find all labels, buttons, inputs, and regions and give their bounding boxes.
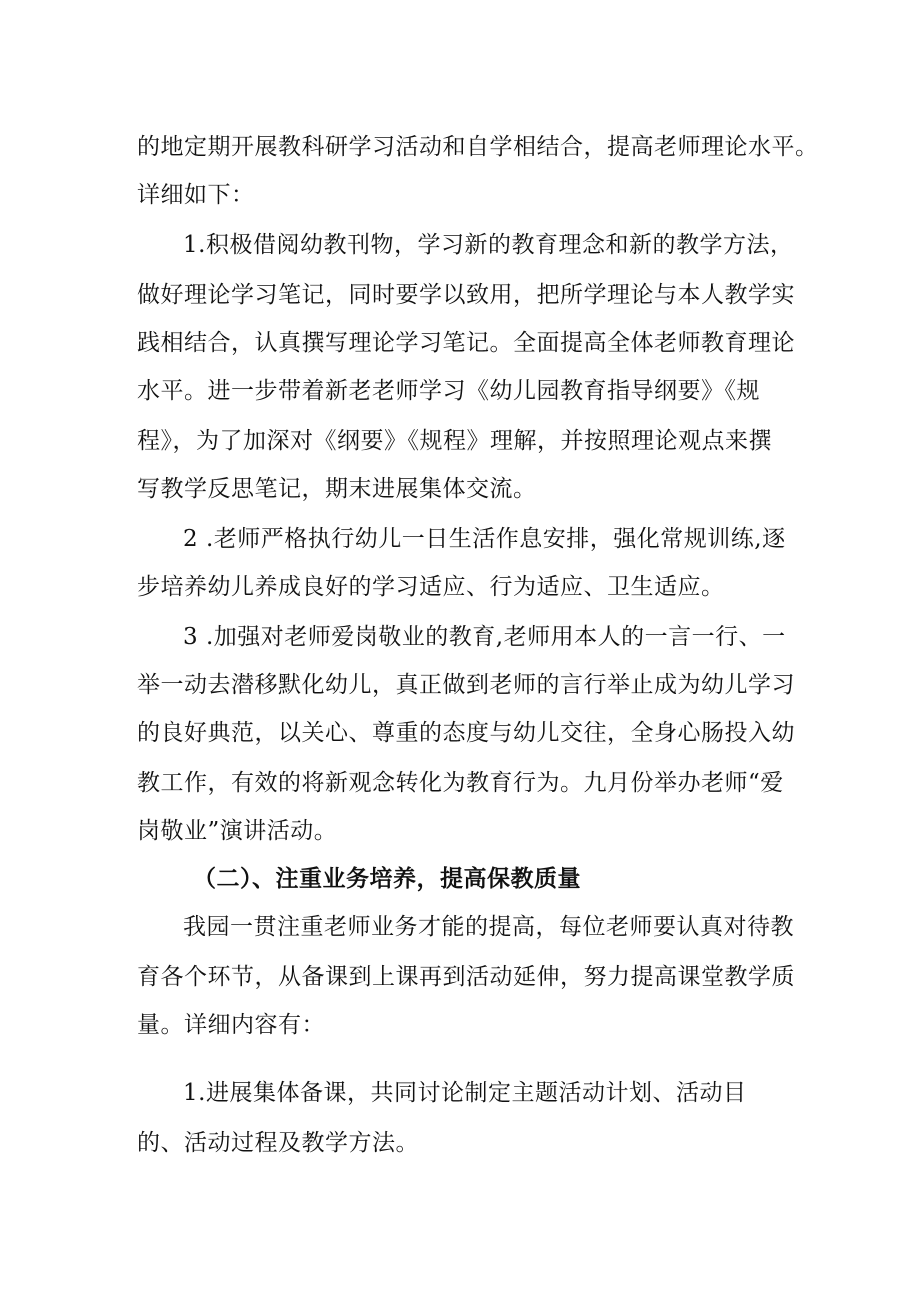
item3-line-1: 3 .加强对老师爱岗敬业的教育,老师用本人的一言一行、一 bbox=[183, 624, 786, 650]
section2-para-line-1: 我园一贯注重老师业务才能的提高，每位老师要认真对待教 bbox=[183, 914, 794, 940]
item4-line-2: 的、活动过程及教学方法。 bbox=[137, 1130, 419, 1156]
section2-para-line-2: 育各个环节，从备课到上课再到活动延伸，努力提高课堂教学质 bbox=[137, 964, 795, 990]
item3-line-3: 的良好典范，以关心、尊重的态度与幼儿交往，全身心肠投入幼 bbox=[137, 720, 795, 746]
intro-line-1: 的地定期开展教科研学习活动和自学相结合，提高老师理论水平。 bbox=[137, 134, 819, 160]
item1-line-3: 践相结合，认真撰写理论学习笔记。全面提高全体老师教育理论 bbox=[137, 330, 795, 356]
item4-line-1: 1.进展集体备课，共同讨论制定主题活动计划、活动目 bbox=[183, 1080, 747, 1106]
item3-line-4: 教工作，有效的将新观念转化为教育行为。九月份举办老师“爱 bbox=[137, 770, 784, 796]
item3-line-5: 岗敬业”演讲活动。 bbox=[137, 818, 338, 844]
item1-line-1: 1.积极借阅幼教刊物，学习新的教育理念和新的教学方法， bbox=[183, 232, 794, 258]
section2-para-line-3: 量。详细内容有： bbox=[137, 1012, 325, 1038]
intro-line-2: 详细如下： bbox=[137, 182, 255, 208]
item2-line-1: 2 .老师严格执行幼儿一日生活作息安排，强化常规训练,逐 bbox=[183, 526, 786, 552]
item1-line-5: 程》，为了加深对《纲要》《规程》理解，并按照理论观点来撰 bbox=[137, 428, 772, 454]
item1-line-2: 做好理论学习笔记，同时要学以致用，把所学理论与本人教学实 bbox=[137, 282, 795, 308]
item1-line-4: 水平。进一步带着新老老师学习《幼儿园教育指导纲要》《规 bbox=[137, 378, 760, 404]
item2-line-2: 步培养幼儿养成良好的学习适应、行为适应、卫生适应。 bbox=[137, 574, 725, 600]
item1-line-6: 写教学反思笔记，期末进展集体交流。 bbox=[137, 476, 537, 502]
item3-line-2: 举一动去潜移默化幼儿，真正做到老师的言行举止成为幼儿学习 bbox=[137, 672, 795, 698]
section-2-heading: （二）、注重业务培养，提高保教质量 bbox=[193, 865, 581, 892]
